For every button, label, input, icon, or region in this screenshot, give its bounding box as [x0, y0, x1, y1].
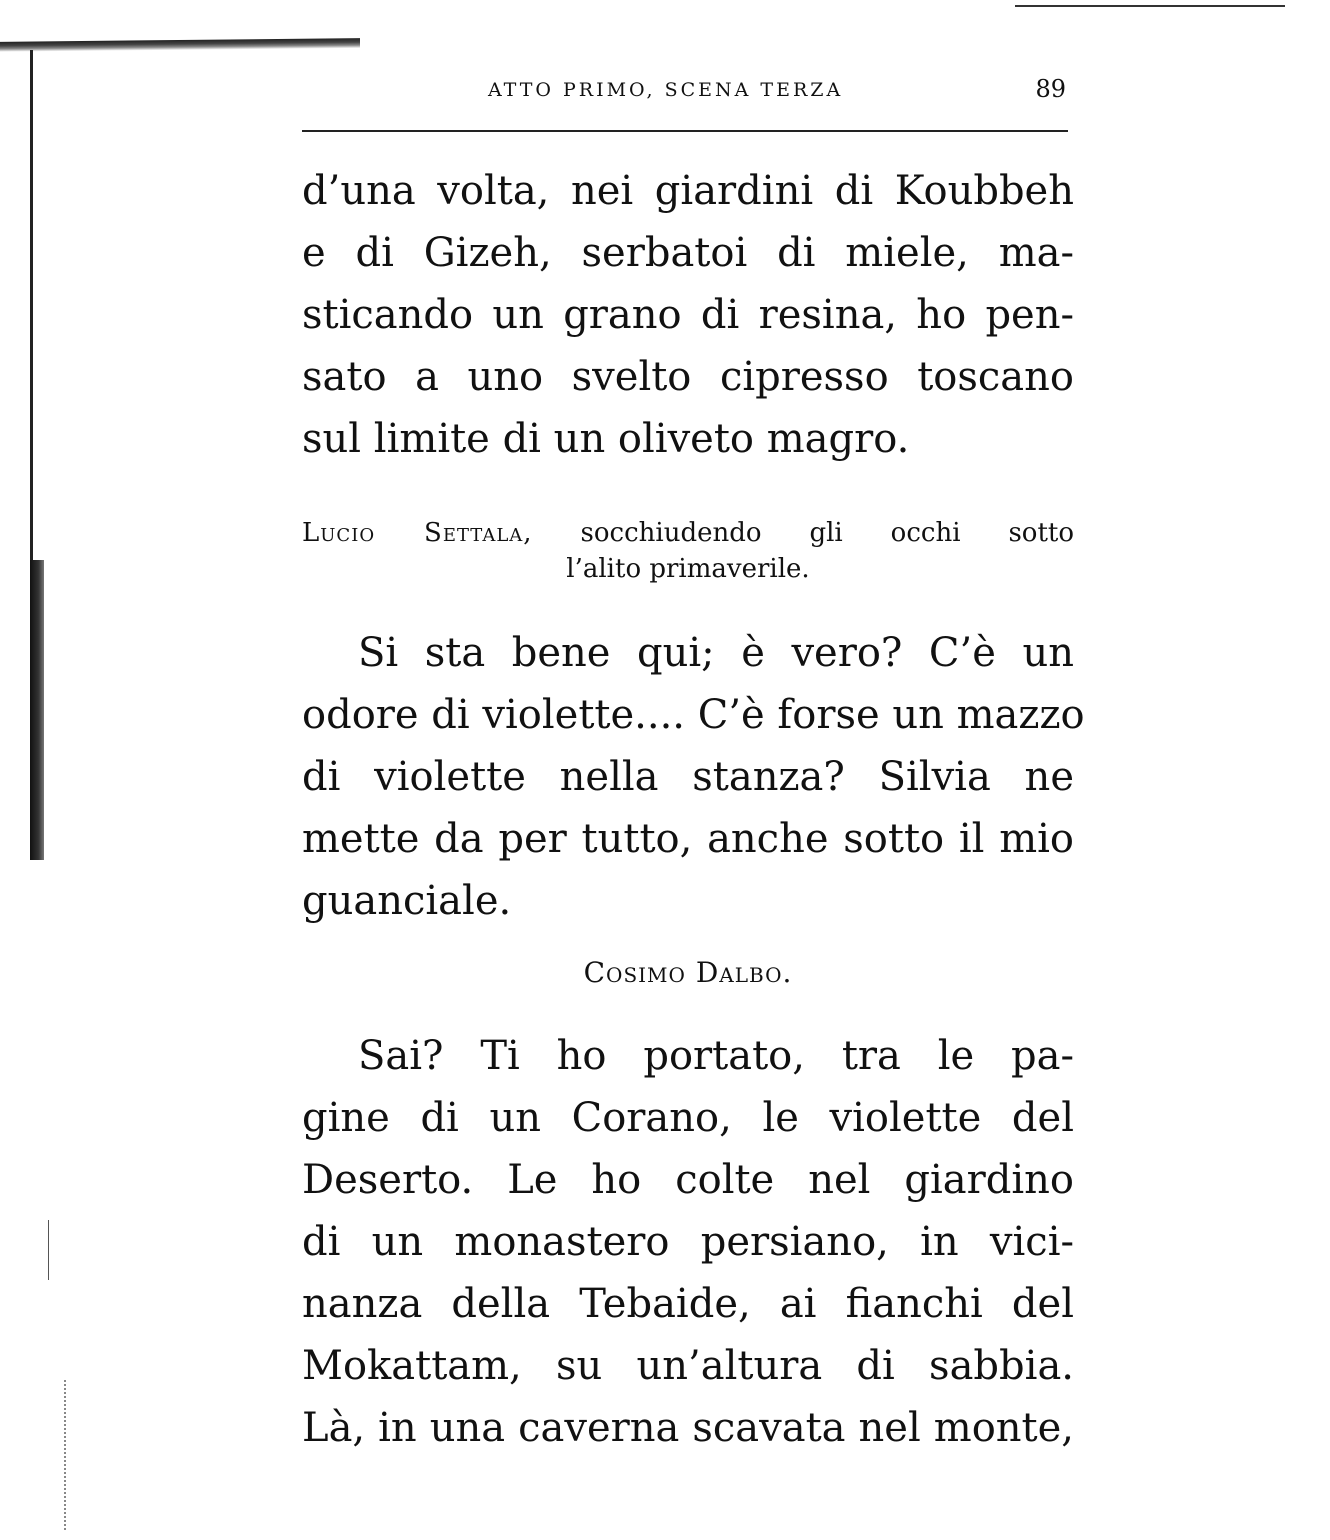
stage-direction	[302, 515, 1074, 587]
speaker-heading: Cosimo Dalbo.	[583, 956, 793, 989]
page-number: 89	[1035, 75, 1066, 103]
text-line: gine di un Corano, le violette del	[302, 1095, 1074, 1141]
direction-line-1	[302, 515, 1074, 551]
text-line: di violette nella stanza? Silvia ne	[302, 754, 1074, 800]
text-line: d’una volta, nei giardini di Koubbeh	[302, 168, 1074, 214]
speech-lucio	[302, 622, 1085, 932]
scan-spine-shadow-thick	[30, 560, 44, 860]
scan-margin-mark	[48, 1220, 49, 1280]
scan-edge-line	[1015, 5, 1285, 7]
text-line: mette da per tutto, anche sotto il mio	[302, 816, 1074, 862]
scan-edge-shadow	[0, 38, 360, 52]
text-line: sticando un grano di resina, ho pen-	[302, 292, 1074, 338]
text-line: Là, in una caverna scavata nel monte,	[302, 1405, 1074, 1451]
text-line: sul limite di un oliveto magro.	[302, 416, 910, 462]
running-title: ATTO PRIMO, SCENA TERZA	[488, 79, 844, 101]
text-line: sato a uno svelto cipresso toscano	[302, 354, 1074, 400]
text-line: Sai? Ti ho portato, tra le pa-	[358, 1033, 1074, 1079]
direction-line-2: l’alito primaverile.	[566, 554, 810, 584]
text-line: Mokattam, su un’altura di sabbia.	[302, 1343, 1074, 1389]
speaker-name: Lucio Settala,	[302, 518, 533, 548]
passage-continuation	[302, 160, 1074, 470]
text-line: Deserto. Le ho colte nel giardino	[302, 1157, 1074, 1203]
direction-text: socchiudendo gli occhi sotto	[580, 518, 1075, 548]
text-line: odore di violette.... C’è forse un mazzo	[302, 692, 1085, 738]
text-line: e di Gizeh, serbatoi di miele, ma-	[302, 230, 1074, 276]
text-line: guanciale.	[302, 878, 512, 924]
speech-cosimo	[302, 1025, 1074, 1459]
text-line: di un monastero persiano, in vici-	[302, 1219, 1074, 1265]
header-rule	[302, 130, 1068, 132]
scan-margin-speckle	[64, 1380, 68, 1530]
running-head	[300, 75, 1070, 115]
text-line: nanza della Tebaide, ai fianchi del	[302, 1281, 1074, 1327]
text-line: Si sta bene qui; è vero? C’è un	[358, 630, 1074, 676]
